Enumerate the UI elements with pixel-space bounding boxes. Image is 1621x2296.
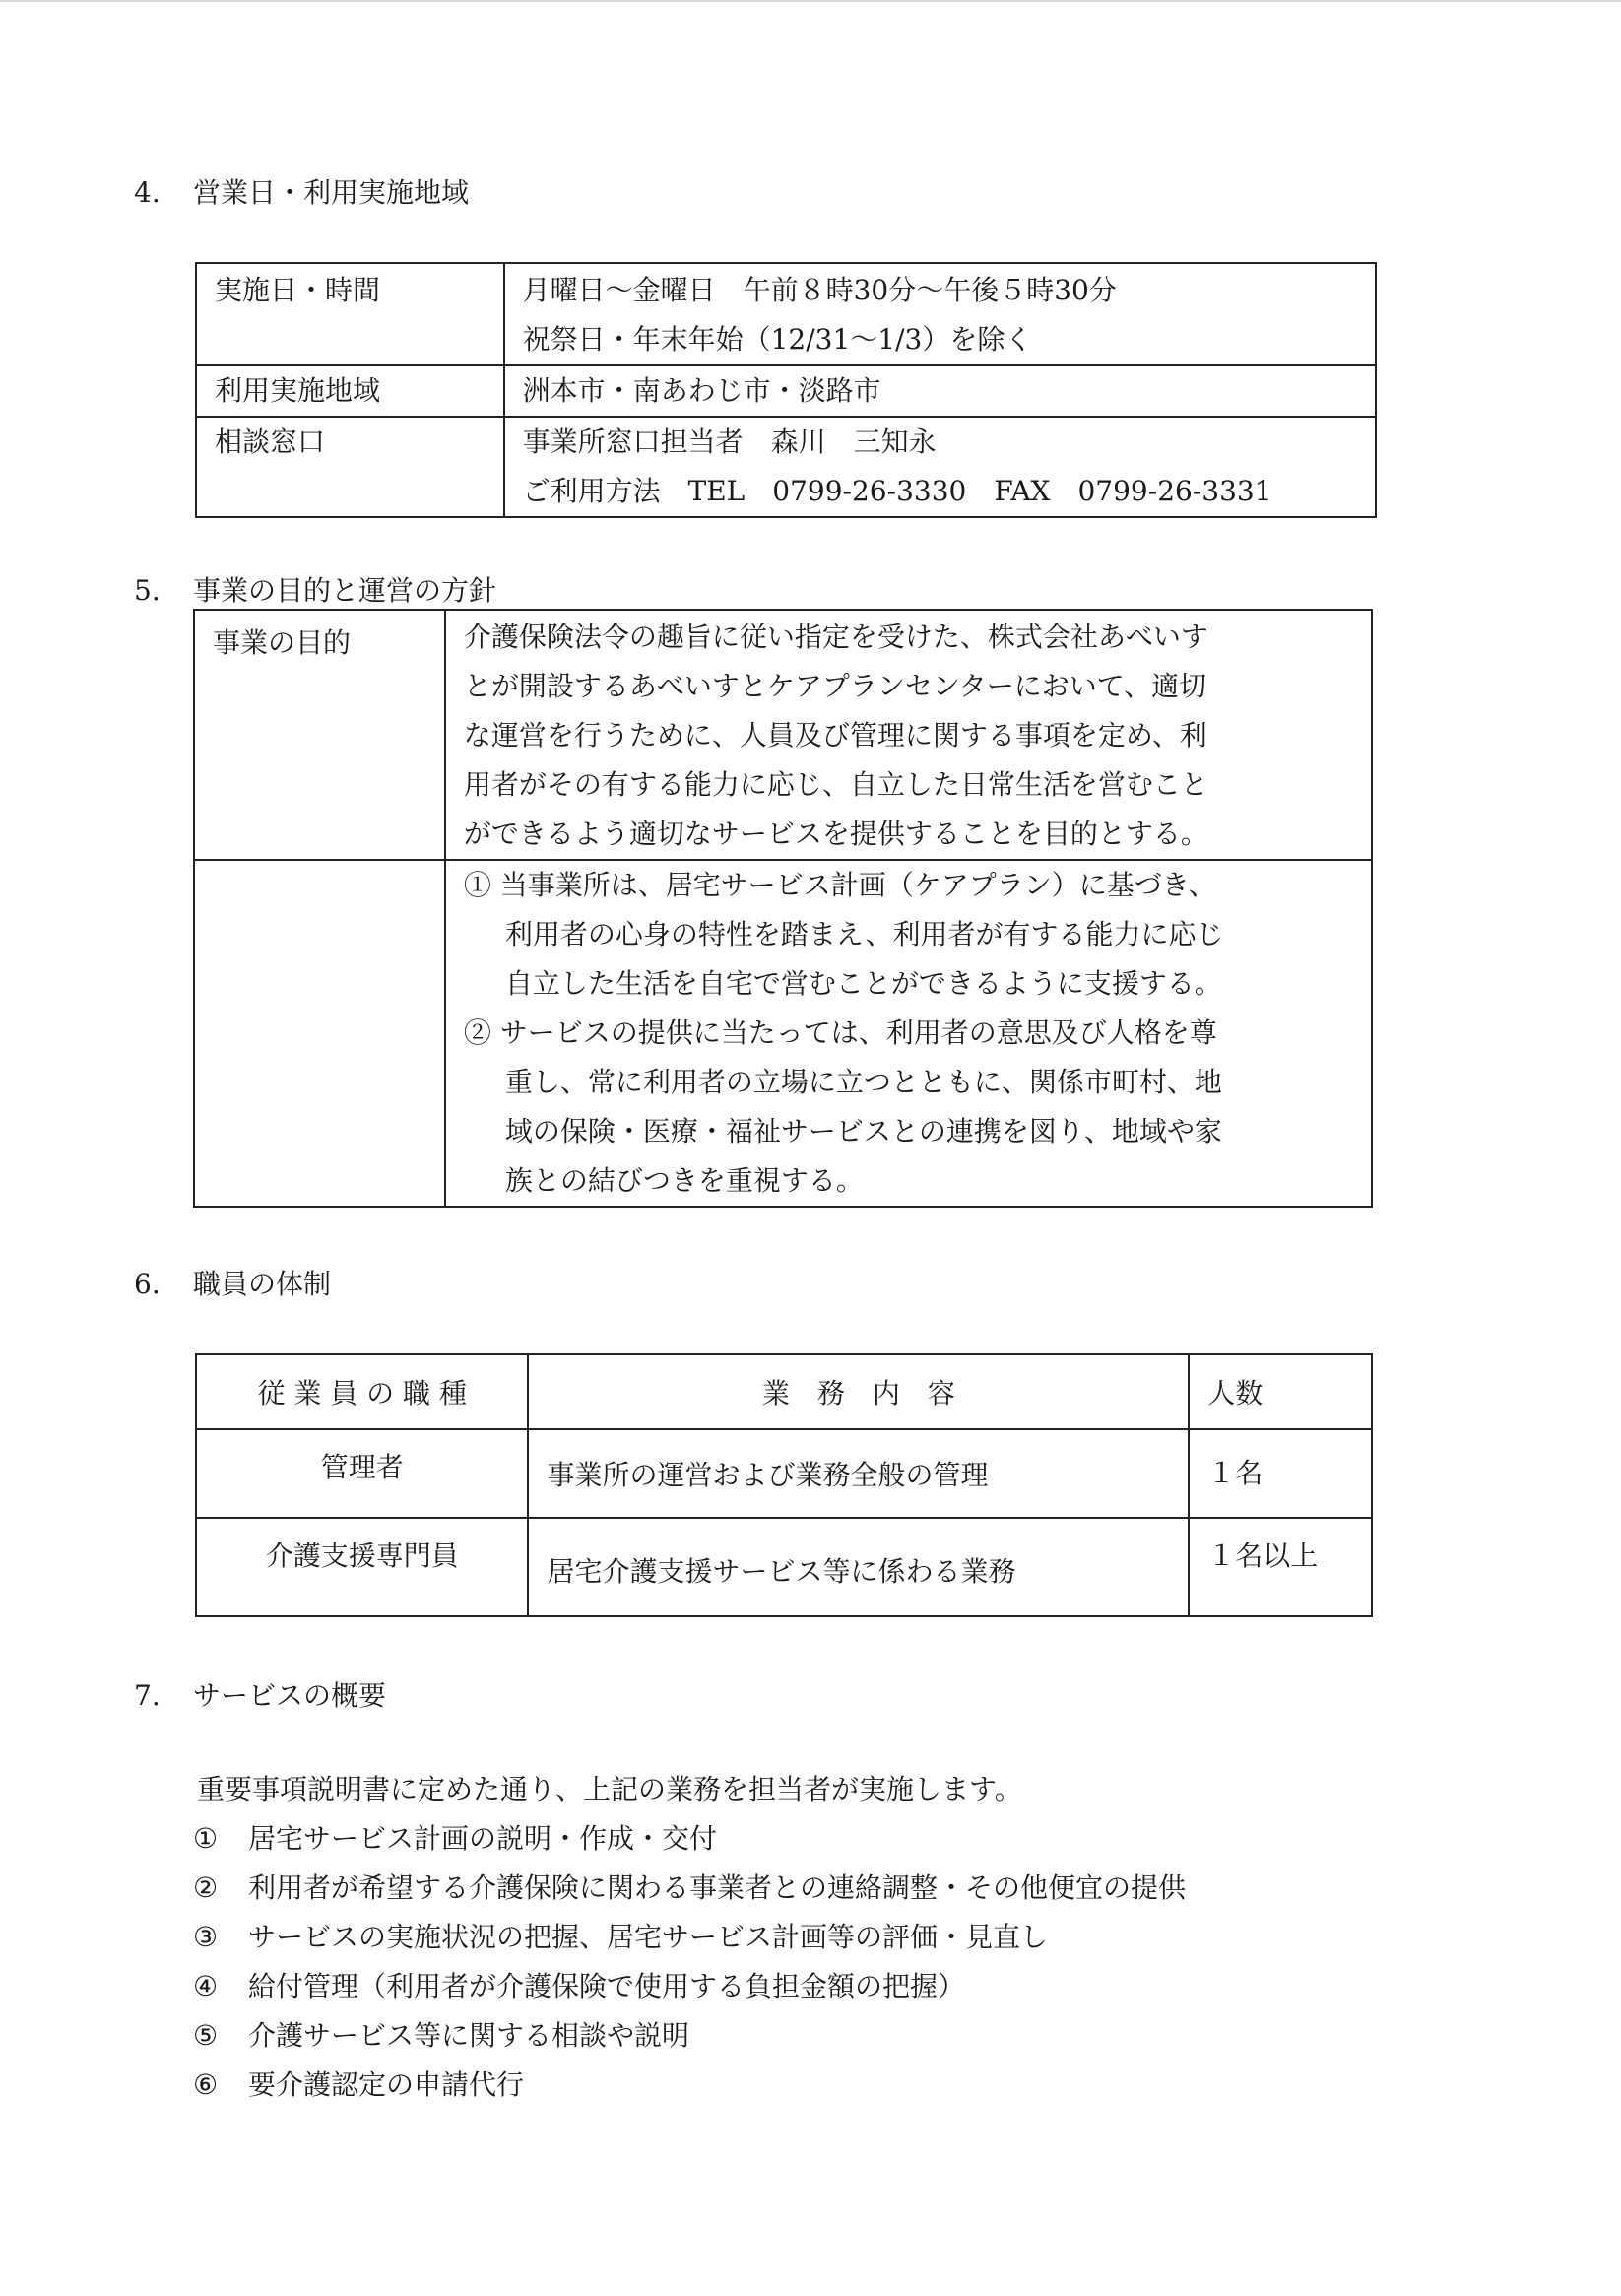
- item-mark: ②: [193, 1871, 219, 1904]
- text-line: 域の保険・医療・福祉サービスとの連携を図り、地域や家: [504, 1115, 1222, 1148]
- value-line: 月曜日～金曜日 午前８時30分～午後５時30分: [522, 274, 1117, 306]
- table-row: [196, 263, 1376, 365]
- table-row: [196, 365, 1376, 417]
- item-mark: ⑤: [193, 2019, 219, 2052]
- text-line: ができるよう適切なサービスを提供することを目的とする。: [463, 818, 1208, 850]
- services-intro: 重要事項説明書に定めた通り、上記の業務を担当者が実施します。: [197, 1773, 1022, 1805]
- text-line: 用者がその有する能力に応じ、自立した日常生活を営むこと: [463, 768, 1208, 801]
- value-line: ご利用方法 TEL 0799-26-3330 FAX 0799-26-3331: [522, 475, 1272, 507]
- item-mark: ⑥: [193, 2068, 219, 2101]
- table-header-row: [196, 1354, 1372, 1429]
- value-line: 洲本市・南あわじ市・淡路市: [522, 374, 881, 407]
- item-mark: ③: [193, 1921, 219, 1953]
- list-item: [193, 2011, 1186, 2061]
- section5-number: 5.: [134, 574, 161, 607]
- item-mark: ①: [193, 1822, 219, 1855]
- top-border: [0, 0, 1621, 2]
- business-days-table: [195, 262, 1377, 518]
- section4-heading: [134, 171, 469, 211]
- purpose-text: [445, 610, 1372, 860]
- policy-item-2: [464, 1009, 1353, 1058]
- value-line: 事業所窓口担当者 森川 三知永: [522, 426, 937, 458]
- cell-role: 介護支援専門員: [196, 1518, 528, 1616]
- cell-role: 管理者: [196, 1429, 528, 1518]
- policy-item-1: [464, 861, 1353, 910]
- header-role: 従 業 員 の 職 種: [196, 1354, 528, 1429]
- text-line: 自立した生活を自宅で営むことができるように支援する。: [504, 967, 1222, 1000]
- cell-duty: 居宅介護支援サービス等に係わる業務: [528, 1518, 1189, 1616]
- staff-table: [195, 1353, 1373, 1617]
- list-item: [193, 1814, 1186, 1864]
- item-text: 居宅サービス計画の説明・作成・交付: [248, 1822, 718, 1855]
- item-mark: ④: [193, 1970, 219, 2002]
- section7-title: サービスの概要: [193, 1679, 387, 1712]
- section5-title: 事業の目的と運営の方針: [193, 574, 497, 607]
- section7-number: 7.: [134, 1679, 161, 1712]
- list-item: [193, 1913, 1186, 1962]
- table-row: [196, 1429, 1372, 1518]
- item-mark: ②: [463, 1017, 491, 1049]
- row-label: 相談窓口: [196, 417, 504, 517]
- row-value: [504, 365, 1376, 417]
- item-text: 介護サービス等に関する相談や説明: [248, 2019, 690, 2052]
- row-value: [504, 417, 1376, 517]
- item-text: 給付管理（利用者が介護保険で使用する負担金額の把握）: [248, 1970, 966, 2002]
- text-line: 重し、常に利用者の立場に立つとともに、関係市町村、地: [504, 1066, 1222, 1098]
- text-line: 当事業所は、居宅サービス計画（ケアプラン）に基づき、: [499, 869, 1216, 901]
- header-count: 人数: [1189, 1354, 1372, 1429]
- text-line: 族との結びつきを重視する。: [504, 1164, 864, 1197]
- text-line: サービスの提供に当たっては、利用者の意思及び人格を尊: [499, 1017, 1217, 1049]
- text-line: 利用者の心身の特性を踏まえ、利用者が有する能力に応じ: [504, 918, 1224, 951]
- purpose-policy-table: [193, 609, 1373, 1208]
- table-row: [194, 860, 1372, 1207]
- purpose-label: 事業の目的: [194, 610, 445, 860]
- header-duty: 業 務 内 容: [528, 1354, 1189, 1429]
- section4-title: 営業日・利用実施地域: [193, 176, 470, 209]
- list-item: [193, 1864, 1186, 1913]
- table-row: [194, 610, 1372, 860]
- row-label: 実施日・時間: [196, 263, 504, 365]
- section7-heading: [134, 1674, 386, 1714]
- cell-count: １名以上: [1189, 1518, 1372, 1616]
- policy-label: [194, 860, 445, 1207]
- table-row: [196, 417, 1376, 517]
- row-value: [504, 263, 1376, 365]
- section4-number: 4.: [134, 176, 161, 209]
- row-label: 利用実施地域: [196, 365, 504, 417]
- section6-heading: [134, 1263, 331, 1302]
- value-line: 祝祭日・年末年始（12/31～1/3）を除く: [522, 323, 1033, 356]
- item-text: サービスの実施状況の把握、居宅サービス計画等の評価・見直し: [248, 1921, 1049, 1953]
- section6-number: 6.: [134, 1268, 161, 1300]
- item-mark: ①: [463, 869, 491, 901]
- section5-heading: [134, 569, 496, 609]
- list-item: [193, 2061, 1186, 2110]
- item-text: 利用者が希望する介護保険に関わる事業者との連絡調整・その他便宜の提供: [248, 1871, 1187, 1904]
- text-line: な運営を行うために、人員及び管理に関する事項を定め、利: [463, 719, 1207, 752]
- cell-duty: 事業所の運営および業務全般の管理: [528, 1429, 1189, 1518]
- text-line: 介護保険法令の趣旨に従い指定を受けた、株式会社あべいす: [463, 621, 1208, 653]
- services-list: [193, 1814, 1186, 2110]
- text-line: とが開設するあべいすとケアプランセンターにおいて、適切: [463, 670, 1207, 702]
- item-text: 要介護認定の申請代行: [248, 2068, 525, 2101]
- table-row: [196, 1518, 1372, 1616]
- section6-title: 職員の体制: [193, 1268, 332, 1300]
- cell-count: １名: [1189, 1429, 1372, 1518]
- policy-text: [445, 860, 1372, 1207]
- list-item: [193, 1962, 1186, 2011]
